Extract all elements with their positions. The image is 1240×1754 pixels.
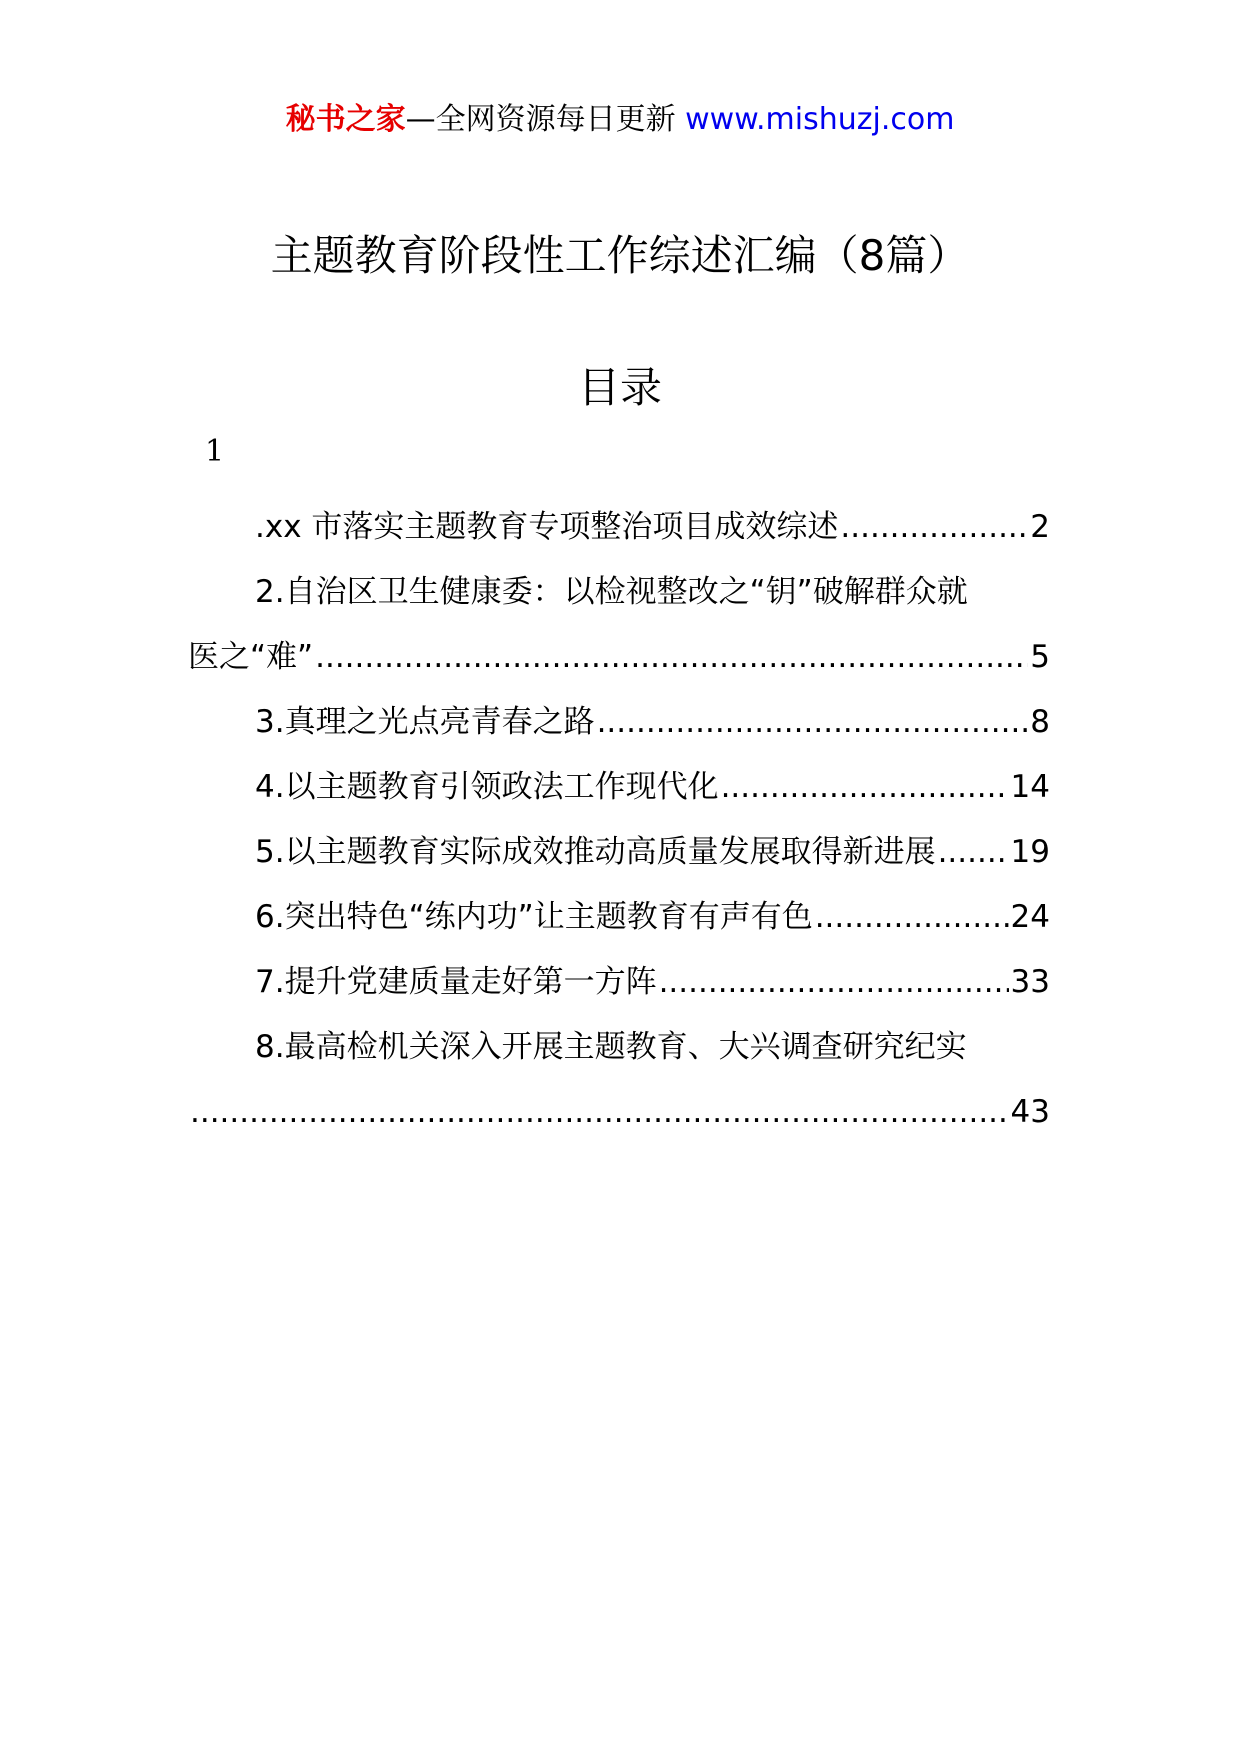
site-banner — [0, 100, 1240, 140]
toc-entry-page: 5 — [1030, 639, 1050, 675]
dot-leader — [597, 690, 1029, 755]
toc-entry-title: 7.提升党建质量走好第一方阵 — [255, 964, 657, 1000]
toc-entry-title: 8.最高检机关深入开展主题教育、大兴调查研究纪实 — [255, 1029, 967, 1065]
dot-leader — [659, 950, 1009, 1015]
toc-entry-title: 4.以主题教育引领政法工作现代化 — [255, 769, 719, 805]
brand-name: 秘书之家 — [285, 102, 406, 137]
dot-leader — [840, 495, 1028, 560]
toc-entry-2-continuation[interactable] — [188, 625, 1050, 690]
toc-entry-title: 2.自治区卫生健康委：以检视整改之“钥”破解群众就 — [255, 574, 968, 610]
dot-leader — [938, 820, 1009, 885]
toc-entry-page: 43 — [1010, 1094, 1050, 1130]
toc-entry-page: 33 — [1010, 964, 1050, 1000]
dot-leader — [721, 755, 1009, 820]
toc-entry-title: 6.突出特色“练内功”让主题教育有声有色 — [255, 899, 813, 935]
dot-leader — [315, 625, 1028, 690]
toc-entry-8-continuation[interactable] — [188, 1080, 1050, 1145]
toc-entry-6[interactable] — [188, 885, 1050, 950]
site-url-link[interactable]: www.mishuzj.com — [685, 102, 955, 137]
table-of-contents — [188, 495, 1050, 1145]
toc-entry-page: 24 — [1010, 899, 1050, 935]
toc-entry-page: 2 — [1030, 509, 1050, 545]
toc-entry-5[interactable] — [188, 820, 1050, 885]
toc-entry-page: 19 — [1010, 834, 1050, 870]
toc-entry-title: 3.真理之光点亮青春之路 — [255, 704, 595, 740]
document-title: 主题教育阶段性工作综述汇编（8篇） — [270, 231, 970, 280]
toc-entry-2[interactable] — [188, 560, 1050, 625]
toc-entry-page: 8 — [1030, 704, 1050, 740]
banner-slogan: —全网资源每日更新 — [405, 102, 686, 137]
toc-entry-title: .xx 市落实主题教育专项整治项目成效综述 — [255, 509, 839, 545]
toc-entry-title: 5.以主题教育实际成效推动高质量发展取得新进展 — [255, 834, 936, 870]
toc-entry-1[interactable] — [188, 495, 1050, 560]
dot-leader — [815, 885, 1009, 950]
toc-entry-page: 14 — [1010, 769, 1050, 805]
toc-heading: 目录 — [577, 363, 662, 412]
dot-leader — [190, 1080, 1009, 1145]
toc-entry-7[interactable] — [188, 950, 1050, 1015]
page-marker: 1 — [205, 434, 225, 469]
toc-entry-title-continuation: 医之“难” — [188, 639, 314, 675]
toc-entry-3[interactable] — [188, 690, 1050, 755]
toc-entry-8[interactable] — [188, 1015, 1050, 1080]
toc-entry-4[interactable] — [188, 755, 1050, 820]
